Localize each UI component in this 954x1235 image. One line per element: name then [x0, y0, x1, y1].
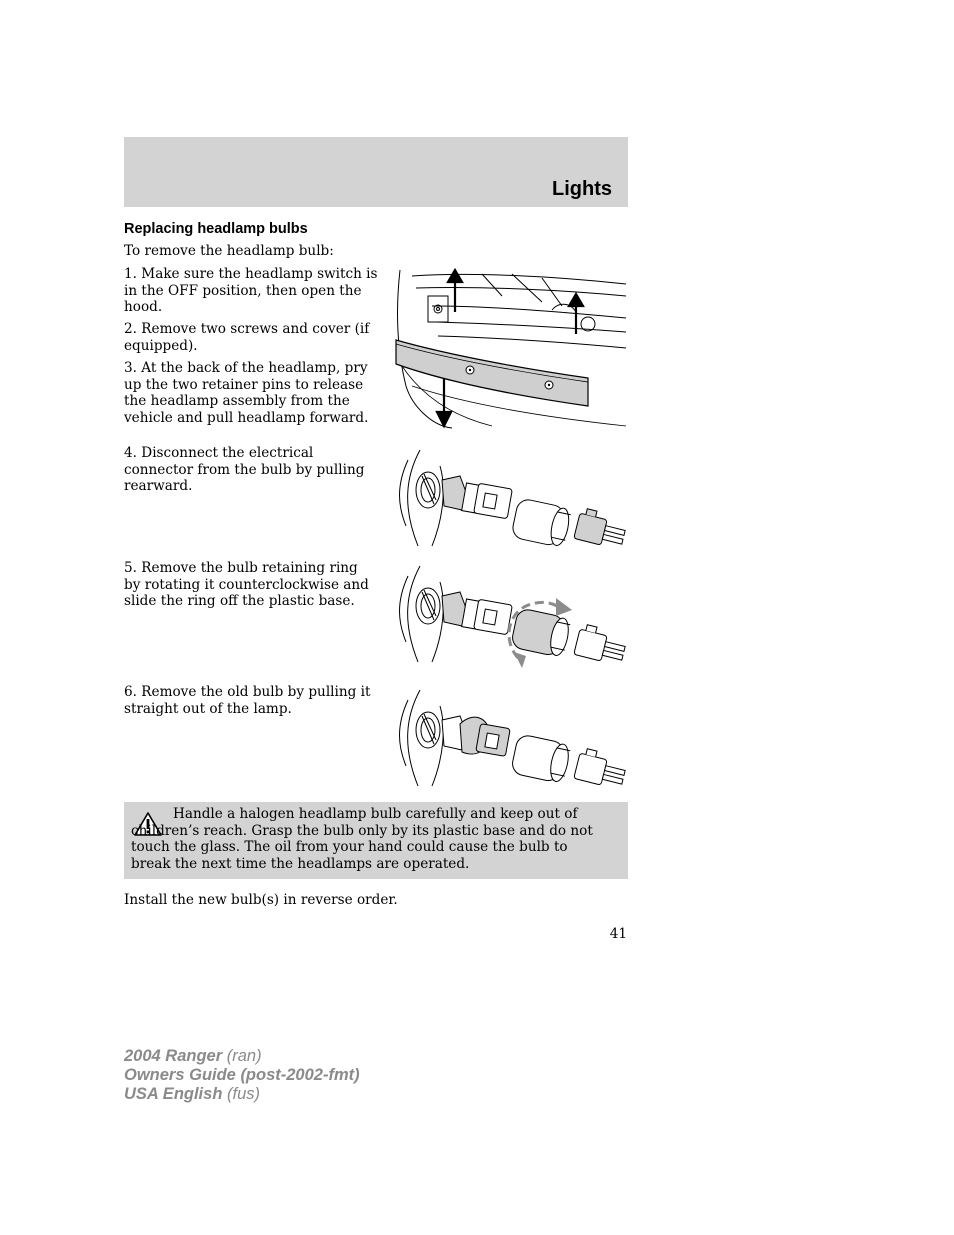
- procedure-heading: Replacing headlamp bulbs: [124, 221, 308, 237]
- step-6-text: 6. Remove the old bulb by pulling it straight out of the lamp.: [124, 684, 371, 717]
- page-number: 41: [609, 926, 627, 942]
- warning-text: Handle a halogen headlamp bulb carefully and keep out of children’s reach. Grasp the bulb only by its plastic base and do not touch the glass. The oil from your hand could cause the bulb to break the next time the headlamps are operated.: [131, 806, 593, 872]
- footer-line-1: 2004 Ranger (ran): [124, 1047, 262, 1065]
- footer-line-3: USA English (fus): [124, 1085, 260, 1103]
- step-5-text: 5. Remove the bulb retaining ring by rotating it counterclockwise and slide the ring off the plastic base.: [124, 560, 369, 610]
- section-header-band: [124, 137, 628, 207]
- section-title: Lights: [552, 178, 612, 200]
- step-4-text: 4. Disconnect the electrical connector from the bulb by pulling rearward.: [124, 445, 365, 495]
- rotate-ring-illustration: [392, 562, 628, 672]
- step-2-text: 2. Remove two screws and cover (if equipped).: [124, 321, 370, 354]
- warning-box: [124, 802, 628, 879]
- document-footer: [124, 1047, 360, 1104]
- disconnect-connector-illustration: [392, 446, 628, 550]
- closing-instruction: Install the new bulb(s) in reverse order.: [124, 892, 398, 908]
- remove-bulb-illustration: [392, 686, 628, 790]
- headlamp-cover-illustration: [392, 266, 628, 430]
- footer-line-2: Owners Guide (post-2002-fmt): [124, 1066, 360, 1084]
- step-1-text: 1. Make sure the headlamp switch is in the OFF position, then open the hood.: [124, 266, 378, 316]
- intro-text: To remove the headlamp bulb:: [124, 243, 334, 259]
- step-3-text: 3. At the back of the headlamp, pry up the two retainer pins to release the headlamp assembly from the vehicle and pull headlamp forward.: [124, 360, 369, 426]
